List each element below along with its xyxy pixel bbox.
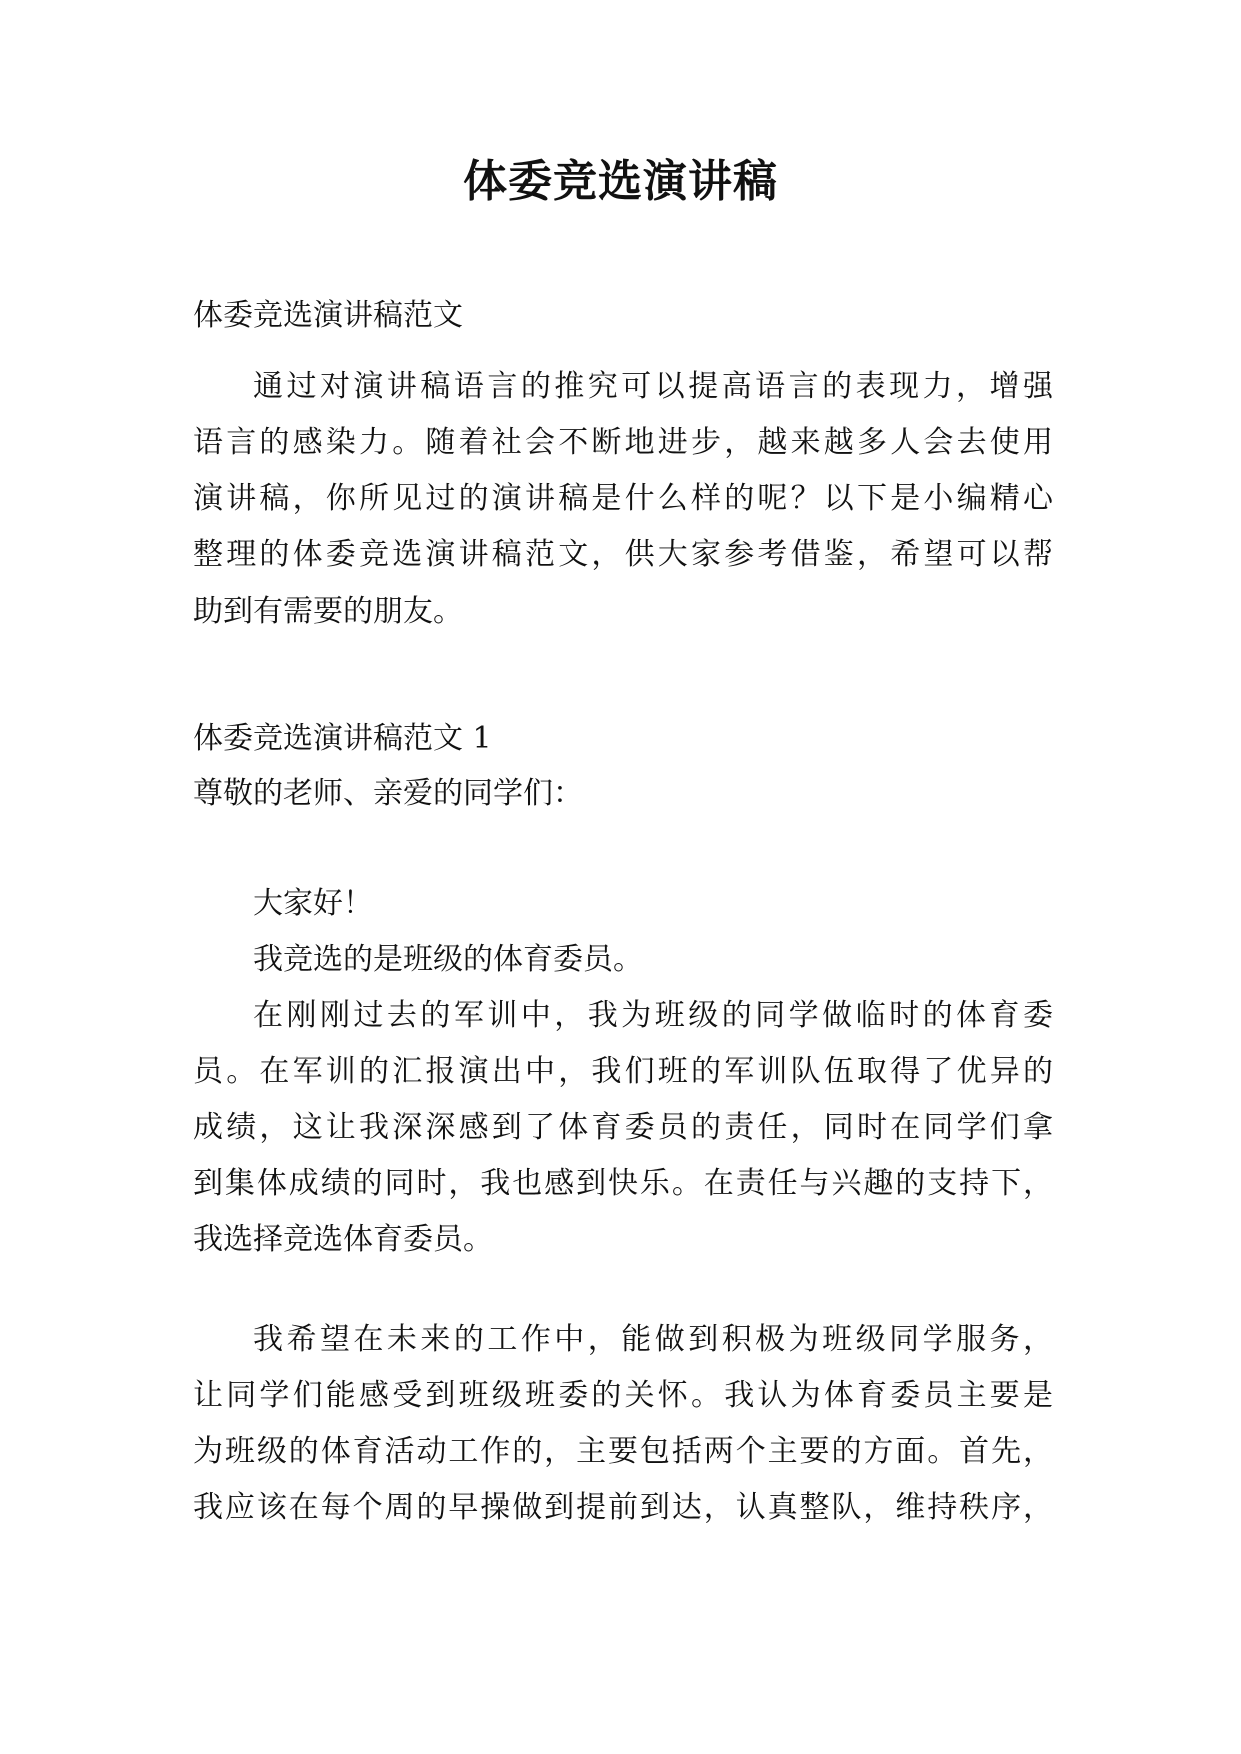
paragraph-3-line-3: 为班级的体育活动工作的，主要包括两个主要的方面。首先，	[193, 1434, 1053, 1469]
paragraph-3-line-1: 我希望在未来的工作中，能做到积极为班级同学服务，	[253, 1322, 1053, 1357]
paragraph-2-line-1: 在刚刚过去的军训中，我为班级的同学做临时的体育委	[253, 998, 1053, 1033]
intro-line-4: 整理的体委竞选演讲稿范文，供大家参考借鉴，希望可以帮	[193, 537, 1053, 572]
intro-line-2: 语言的感染力。随着社会不断地进步，越来越多人会去使用	[193, 425, 1053, 460]
greeting: 大家好！	[253, 886, 373, 921]
paragraph-1: 我竞选的是班级的体育委员。	[253, 942, 643, 977]
intro-line-1: 通过对演讲稿语言的推究可以提高语言的表现力，增强	[253, 369, 1053, 404]
paragraph-2-line-2: 员。在军训的汇报演出中，我们班的军训队伍取得了优异的	[193, 1054, 1053, 1089]
salutation: 尊敬的老师、亲爱的同学们：	[193, 776, 583, 811]
paragraph-2-line-3: 成绩，这让我深深感到了体育委员的责任，同时在同学们拿	[193, 1110, 1053, 1145]
paragraph-2-line-4: 到集体成绩的同时，我也感到快乐。在责任与兴趣的支持下，	[193, 1166, 1053, 1201]
intro-line-3: 演讲稿，你所见过的演讲稿是什么样的呢？以下是小编精心	[193, 481, 1053, 516]
document-title: 体委竞选演讲稿	[463, 156, 778, 207]
paragraph-3-line-4: 我应该在每个周的早操做到提前到达，认真整队，维持秩序，	[193, 1490, 1053, 1525]
section-heading: 体委竞选演讲稿范文 1	[193, 721, 492, 756]
intro-line-5: 助到有需要的朋友。	[193, 594, 463, 629]
paragraph-3-line-2: 让同学们能感受到班级班委的关怀。我认为体育委员主要是	[193, 1378, 1053, 1413]
paragraph-2-line-5: 我选择竞选体育委员。	[193, 1222, 493, 1257]
subtitle: 体委竞选演讲稿范文	[193, 298, 463, 333]
